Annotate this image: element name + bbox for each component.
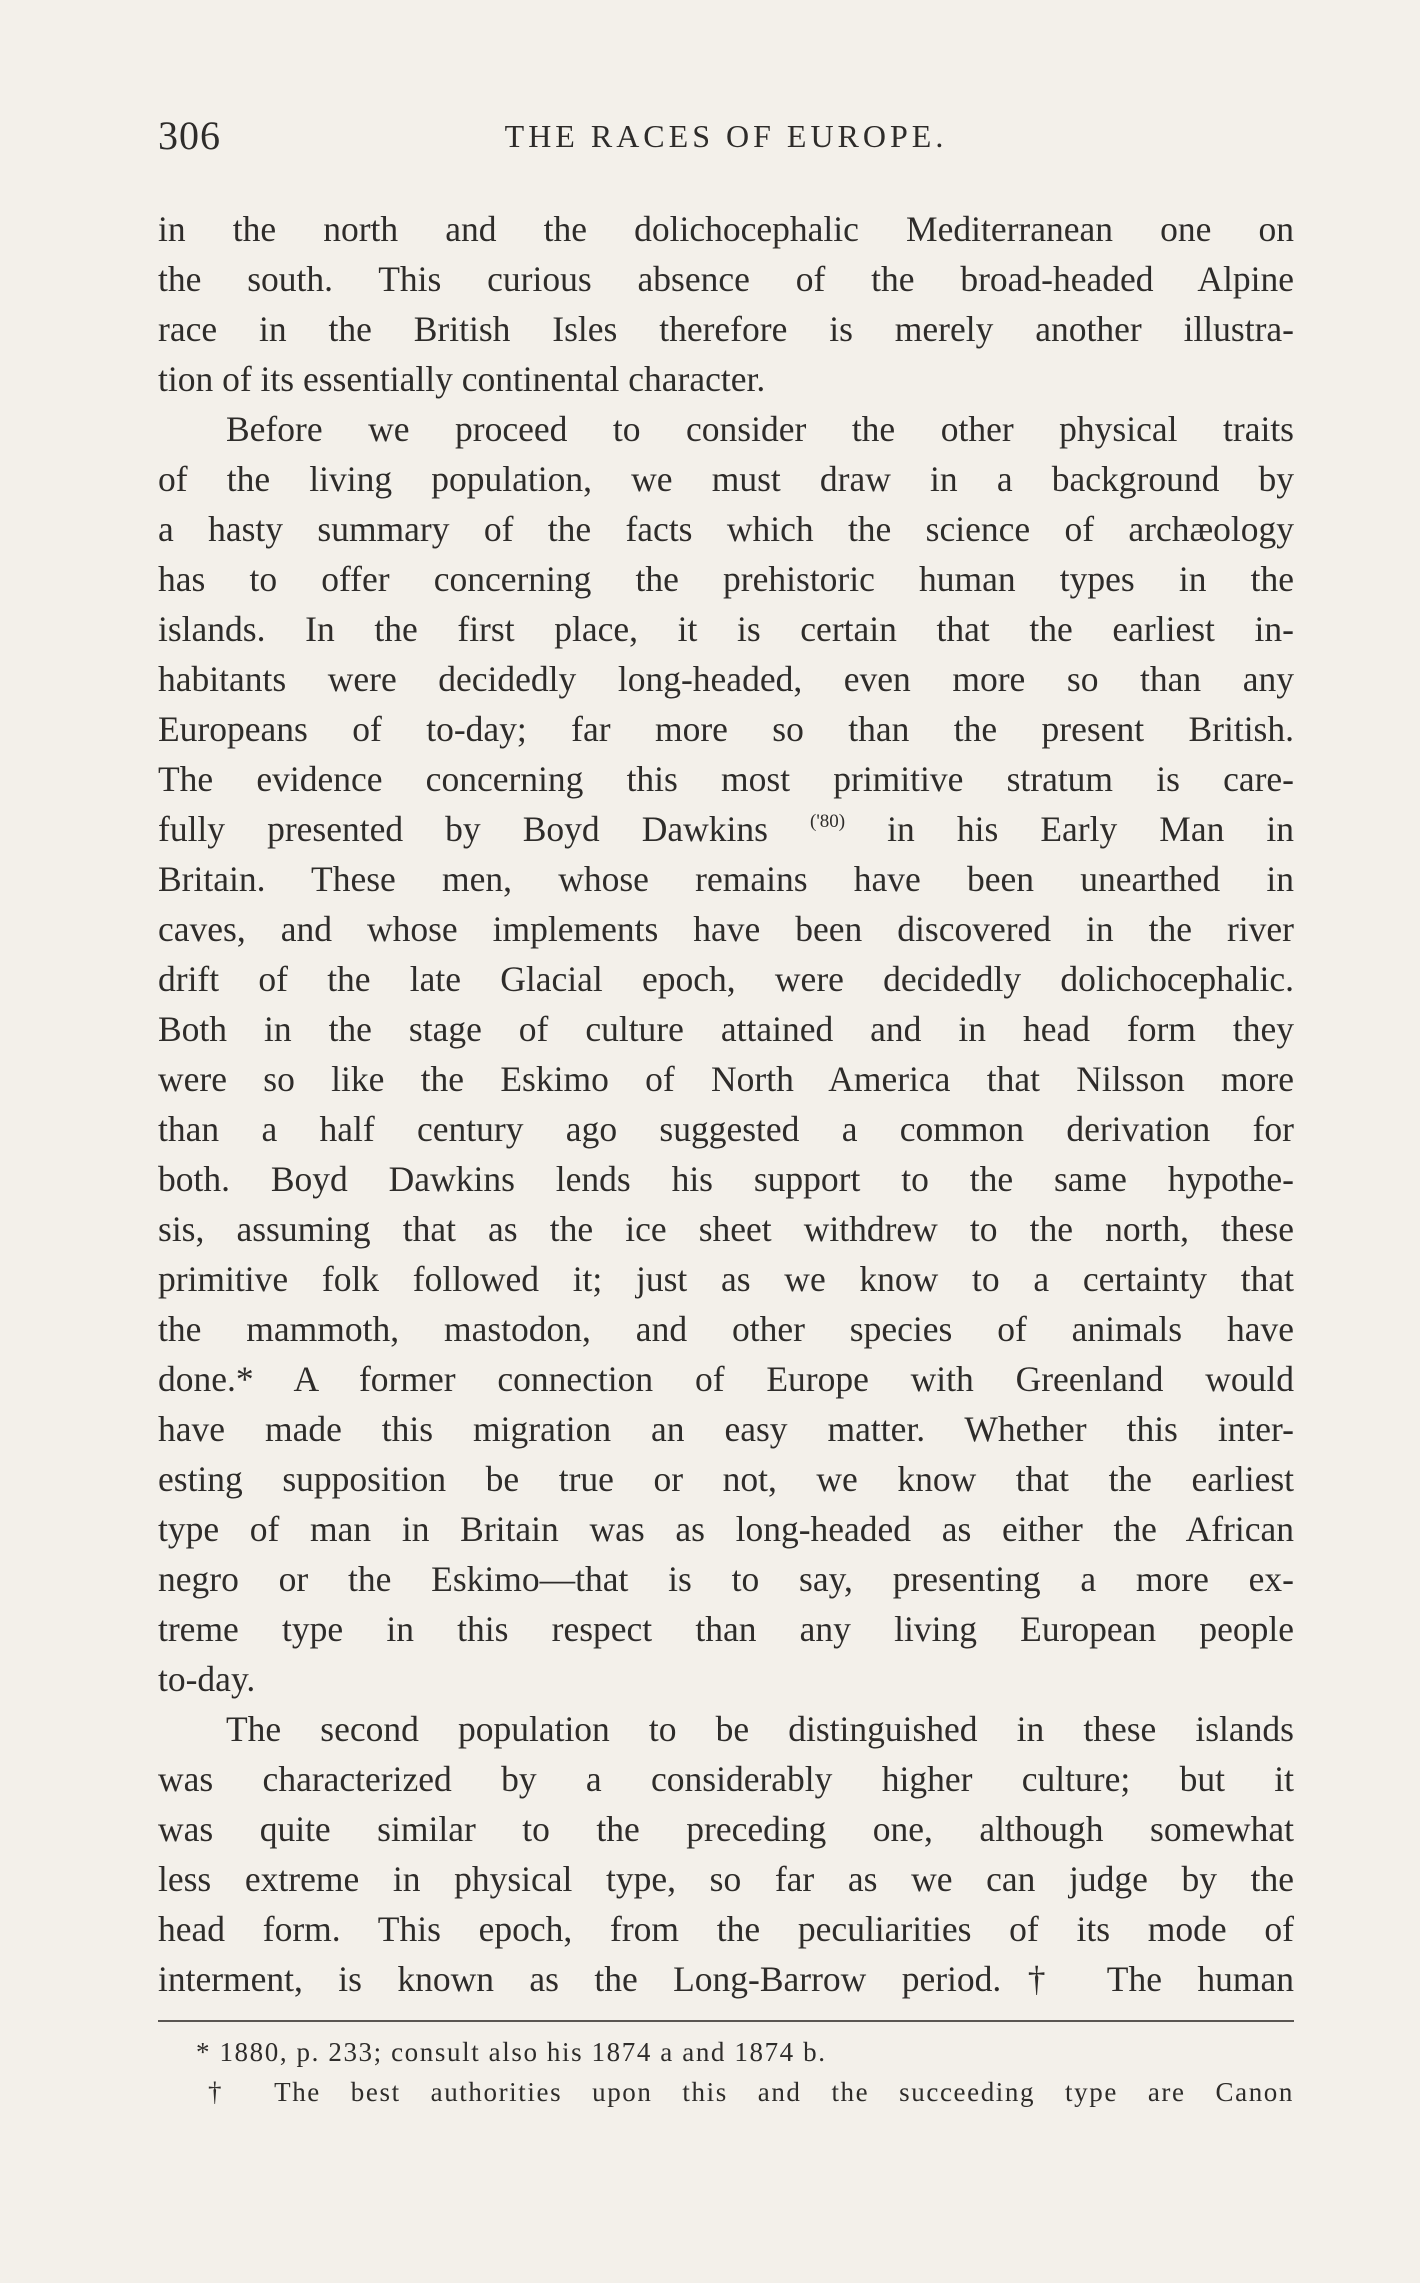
text-line: both. Boyd Dawkins lends his support to the same hypothe-: [158, 1159, 1294, 1199]
text-line: The second population to be distinguished in these islands: [226, 1709, 1294, 1749]
text-segment: in his Early Man in: [887, 809, 1294, 849]
text-line: sis, assuming that as the ice sheet withdrew to the north, these: [158, 1209, 1294, 1249]
text-line: race in the British Isles therefore is merely another illustra-: [158, 309, 1294, 349]
text-line: done.* A former connection of Europe with Greenland would: [158, 1359, 1294, 1399]
text-line: type of man in Britain was as long-headed as either the African: [158, 1509, 1294, 1549]
page-number: 306: [158, 113, 221, 158]
text-line: tion of its essentially continental character.: [158, 359, 766, 399]
text-line: Before we proceed to consider the other physical traits: [226, 409, 1294, 449]
text-line: drift of the late Glacial epoch, were decidedly dolichocephalic.: [158, 959, 1294, 999]
text-line: of the living population, we must draw in a background by: [158, 459, 1294, 499]
text-line: Britain. These men, whose remains have been unearthed in: [158, 859, 1294, 899]
text-segment: fully presented by Boyd Dawkins: [158, 809, 768, 849]
running-title: THE RACES OF EUROPE.: [504, 118, 948, 154]
paragraph-3: [158, 1704, 1294, 2004]
text-line: Europeans of to-day; far more so than the present British.: [158, 709, 1294, 749]
text-line: habitants were decidedly long-headed, even more so than any: [158, 659, 1294, 699]
footnote: * 1880, p. 233; consult also his 1874 a and 1874 b.: [196, 2037, 827, 2067]
text-line: a hasty summary of the facts which the science of archæology: [158, 509, 1294, 549]
text-line: the mammoth, mastodon, and other species of animals have: [158, 1309, 1294, 1349]
paragraph-1: [158, 204, 1294, 404]
book-page: [158, 112, 1294, 2112]
text-line: than a half century ago suggested a common derivation for: [158, 1109, 1294, 1149]
text-line: were so like the Eskimo of North America that Nilsson more: [158, 1059, 1294, 1099]
text-line: Both in the stage of culture attained and in head form they: [158, 1009, 1294, 1049]
text-line: was characterized by a considerably higher culture; but it: [158, 1759, 1294, 1799]
citation-marker: ('80): [810, 811, 846, 832]
footnote: † The best authorities upon this and the succeeding type are Canon: [208, 2077, 1294, 2107]
text-line: primitive folk followed it; just as we know to a certainty that: [158, 1259, 1294, 1299]
text-line: head form. This epoch, from the peculiarities of its mode of: [158, 1909, 1294, 1949]
text-line: islands. In the first place, it is certain that the earliest in-: [158, 609, 1294, 649]
text-line: The evidence concerning this most primitive stratum is care-: [158, 759, 1294, 799]
text-line: to-day.: [158, 1659, 256, 1699]
text-line: have made this migration an easy matter. Whether this inter-: [158, 1409, 1294, 1449]
text-line: was quite similar to the preceding one, although somewhat: [158, 1809, 1294, 1849]
text-line: has to offer concerning the prehistoric human types in the: [158, 559, 1294, 599]
text-line: negro or the Eskimo—that is to say, presenting a more ex-: [158, 1559, 1294, 1599]
text-line: esting supposition be true or not, we know that the earliest: [158, 1459, 1294, 1499]
footnotes: [158, 2020, 1294, 2112]
text-line: in the north and the dolichocephalic Mediterranean one on: [158, 209, 1294, 249]
text-line: treme type in this respect than any living European people: [158, 1609, 1294, 1649]
text-line: the south. This curious absence of the broad-headed Alpine: [158, 259, 1294, 299]
body-text: [158, 204, 1294, 2004]
text-line: caves, and whose implements have been discovered in the river: [158, 909, 1294, 949]
text-line-with-citation: [158, 804, 1294, 854]
text-line: interment, is known as the Long-Barrow period.† The human: [158, 1959, 1294, 1999]
text-line: less extreme in physical type, so far as we can judge by the: [158, 1859, 1294, 1899]
running-head: [158, 112, 1294, 172]
paragraph-2: [158, 404, 1294, 1704]
